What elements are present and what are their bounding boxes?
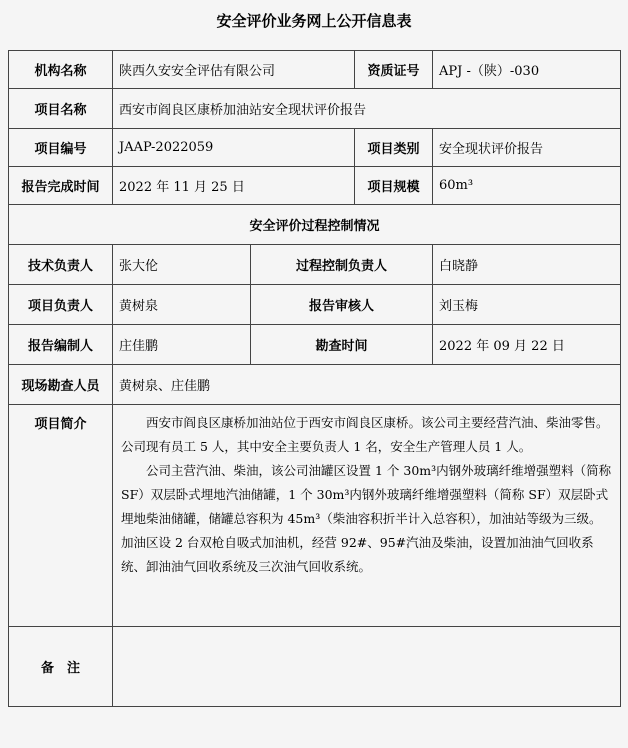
cert-label: 资质证号 (355, 51, 433, 89)
process-lead-label: 过程控制负责人 (251, 245, 433, 285)
report-date-value: 2022 年 11 月 25 日 (113, 167, 355, 205)
row-writer (9, 325, 621, 365)
process-section-heading: 安全评价过程控制情况 (9, 205, 621, 245)
reviewer-value: 刘玉梅 (433, 285, 621, 325)
scale-value: 60m³ (433, 167, 621, 205)
page-title: 安全评价业务网上公开信息表 (216, 12, 412, 30)
writer-value: 庄佳鹏 (113, 325, 251, 365)
row-intro (9, 405, 621, 627)
info-table (8, 50, 621, 707)
reviewer-label: 报告审核人 (251, 285, 433, 325)
tech-lead-label: 技术负责人 (9, 245, 113, 285)
intro-label: 项目简介 (9, 405, 113, 627)
report-date-label: 报告完成时间 (9, 167, 113, 205)
project-type-label: 项目类别 (355, 129, 433, 167)
survey-staff-label: 现场勘查人员 (9, 365, 113, 405)
row-remark (9, 627, 621, 707)
project-no-value: JAAP-2022059 (113, 129, 355, 167)
row-survey-staff (9, 365, 621, 405)
writer-label: 报告编制人 (9, 325, 113, 365)
project-no-label: 项目编号 (9, 129, 113, 167)
process-lead-value: 白晓静 (433, 245, 621, 285)
intro-paragraph-1: 西安市阎良区康桥加油站位于西安市阎良区康桥。该公司主要经营汽油、柴油零售。公司现有员工 5 人，其中安全主要负责人 1 名，安全生产管理人员 1 人。 (121, 415, 609, 454)
intro-paragraph-2: 公司主营汽油、柴油，该公司油罐区设置 1 个 30m³内钢外玻璃纤维增强塑料（简称 SF）双层卧式埋地汽油储罐，1 个 30m³内钢外玻璃纤维增强塑料（简称 SF）双层卧式埋地柴油储罐，储罐总容积为 45m³（柴油容积折半计入总容积），加油站等级为三级。加油区设 2 台双枪自吸式加油机，经营 92#、95#汽油及柴油，设置加油油气回收系统、卸油油气回收系统及三次油气回收系统。 (121, 463, 612, 574)
scale-label: 项目规模 (355, 167, 433, 205)
cert-value: APJ -（陕）-030 (433, 51, 621, 89)
project-lead-label: 项目负责人 (9, 285, 113, 325)
row-report-date (9, 167, 621, 205)
project-name-value: 西安市阎良区康桥加油站安全现状评价报告 (113, 89, 621, 129)
survey-time-label: 勘查时间 (251, 325, 433, 365)
remark-value (113, 627, 621, 707)
survey-staff-value: 黄树泉、庄佳鹏 (113, 365, 621, 405)
row-project-name (9, 89, 621, 129)
tech-lead-value: 张大伦 (113, 245, 251, 285)
survey-time-value: 2022 年 09 月 22 日 (433, 325, 621, 365)
row-project-lead (9, 285, 621, 325)
intro-body (113, 405, 621, 627)
project-lead-value: 黄树泉 (113, 285, 251, 325)
row-tech-lead (9, 245, 621, 285)
project-name-label: 项目名称 (9, 89, 113, 129)
row-process-section (9, 205, 621, 245)
org-label: 机构名称 (9, 51, 113, 89)
org-value: 陕西久安安全评估有限公司 (113, 51, 355, 89)
row-org (9, 51, 621, 89)
project-type-value: 安全现状评价报告 (433, 129, 621, 167)
remark-label: 备 注 (9, 627, 113, 707)
row-project-no (9, 129, 621, 167)
